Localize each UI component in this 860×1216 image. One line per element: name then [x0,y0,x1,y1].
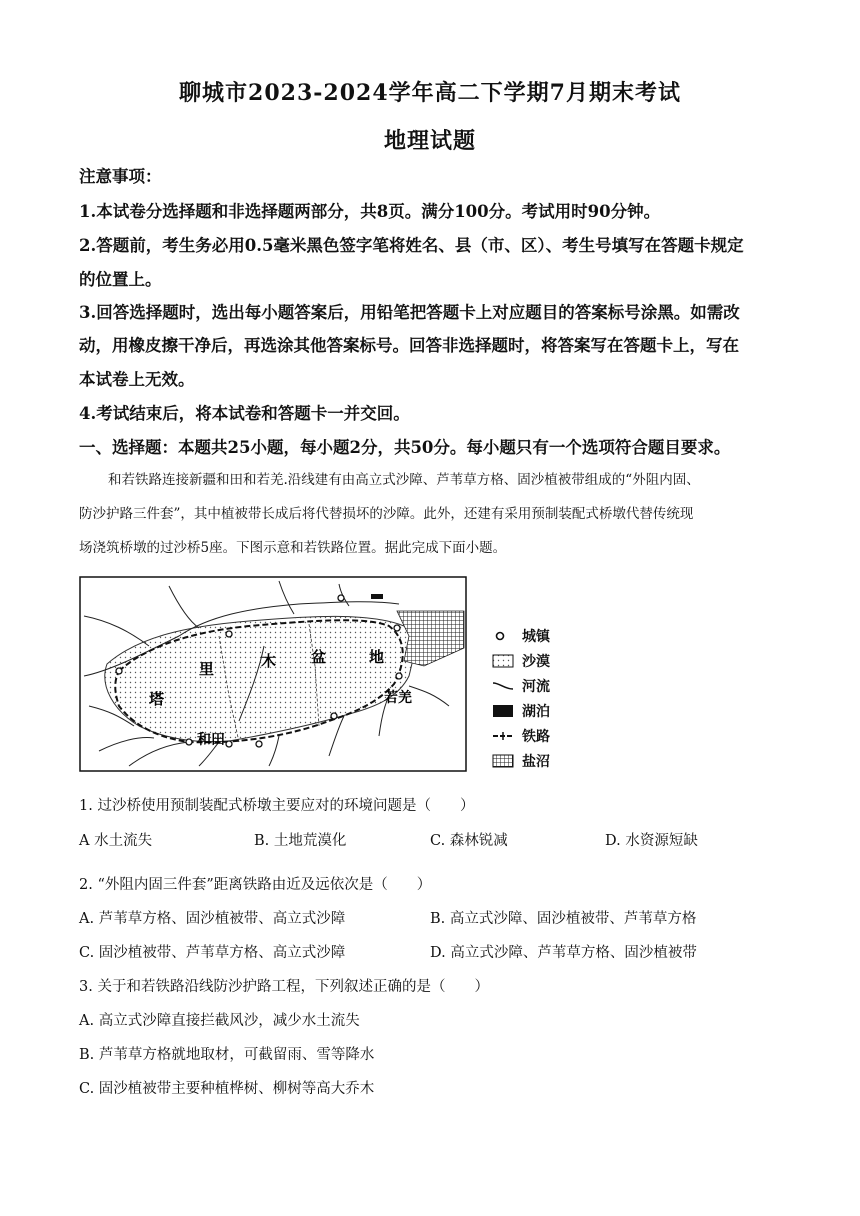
railway-location-map [79,576,467,772]
label-hetian: 和田 [197,732,225,748]
notice-line: 3.回答选择题时，选出每小题答案后，用铅笔把答题卡上对应题目的答案标号涂黑。如需改 [79,303,740,322]
legend-label: 沙漠 [522,654,550,670]
q2-option-a: A. 芦苇草方格、固沙植被带、高立式沙障 [79,911,346,927]
legend-railway [492,726,550,746]
legend-label: 湖泊 [522,704,550,720]
legend-lake [492,701,550,721]
notice-line: 1.本试卷分选择题和非选择题两部分，共8页。满分100分。考试用时90分钟。 [79,202,661,221]
notice-line: 的位置上。 [79,270,162,289]
q3-option-c: C. 固沙植被带主要种植桦树、柳树等高大乔木 [79,1081,375,1097]
q1-option-d: D. 水资源短缺 [605,833,698,849]
notice-line: 2.答题前，考生务必用0.5毫米黑色签字笔将姓名、县（市、区）、考生号填写在答题卡规定 [79,236,744,255]
q3-option-b: B. 芦苇草方格就地取材，可截留雨、雪等降水 [79,1047,375,1063]
label-li: 里 [199,660,215,678]
exam-title: 聊城市2023-2024学年高二下学期7月期末考试 [179,80,681,106]
passage-line: 和若铁路连接新疆和田和若羌.沿线建有由高立式沙障、芦苇草方格、固沙植被带组成的“外阻内固、 [108,472,700,488]
q2-option-c: C. 固沙植被带、芦苇草方格、高立式沙障 [79,945,346,961]
lake-icon [492,704,514,718]
notice-line: 4.考试结束后，将本试卷和答题卡一并交回。 [79,404,410,423]
lake-shape [371,594,383,599]
legend-desert [492,651,550,671]
legend-town [492,626,550,646]
legend-salt-marsh [492,751,550,771]
river-icon [492,679,514,693]
legend-label: 盐沼 [522,754,550,770]
q1-option-c: C. 森林锐减 [430,833,508,849]
legend-label: 城镇 [522,629,550,645]
q2-option-d: D. 高立式沙障、芦苇草方格、固沙植被带 [430,945,697,961]
question-2-stem: 2. “外阻内固三件套”距离铁路由近及远依次是（ ） [79,877,432,893]
label-ta: 塔 [149,690,165,708]
legend-label: 河流 [522,679,550,695]
town-icon [492,629,514,643]
q2-option-b: B. 高立式沙障、固沙植被带、芦苇草方格 [430,911,697,927]
salt-marsh-icon [492,754,514,768]
label-di: 地 [369,648,385,666]
passage-line: 场浇筑桥墩的过沙桥5座。下图示意和若铁路位置。据此完成下面小题。 [79,540,507,556]
label-pen: 盆 [311,648,327,666]
q1-option-b: B. 土地荒漠化 [254,833,347,849]
railway-icon [492,729,514,743]
notice-heading: 注意事项： [79,167,162,186]
question-1-stem: 1. 过沙桥使用预制装配式桥墩主要应对的环境问题是（ ） [79,798,475,814]
passage-line: 防沙护路三件套”，其中植被带长成后将代替损坏的沙障。此外，还建有采用预制装配式桥墩代替传统现 [79,506,694,522]
legend-label: 铁路 [522,729,550,745]
label-mu: 木 [261,652,277,670]
legend-river [492,676,550,696]
notice-line: 动，用橡皮擦干净后，再选涂其他答案标号。回答非选择题时，将答案写在答题卡上，写在 [79,336,739,355]
q3-option-a: A. 高立式沙障直接拦截风沙，减少水土流失 [79,1013,360,1029]
q1-option-a: A 水土流失 [79,833,153,849]
notice-line: 本试卷上无效。 [79,370,195,389]
desert-icon [492,654,514,668]
section-heading: 一、选择题：本题共25小题，每小题2分，共50分。每小题只有一个选项符合题目要求。 [79,438,731,457]
question-3-stem: 3. 关于和若铁路沿线防沙护路工程，下列叙述正确的是（ ） [79,979,489,995]
exam-subtitle: 地理试题 [383,128,476,154]
label-ruoqiang: 若羌 [384,690,412,706]
